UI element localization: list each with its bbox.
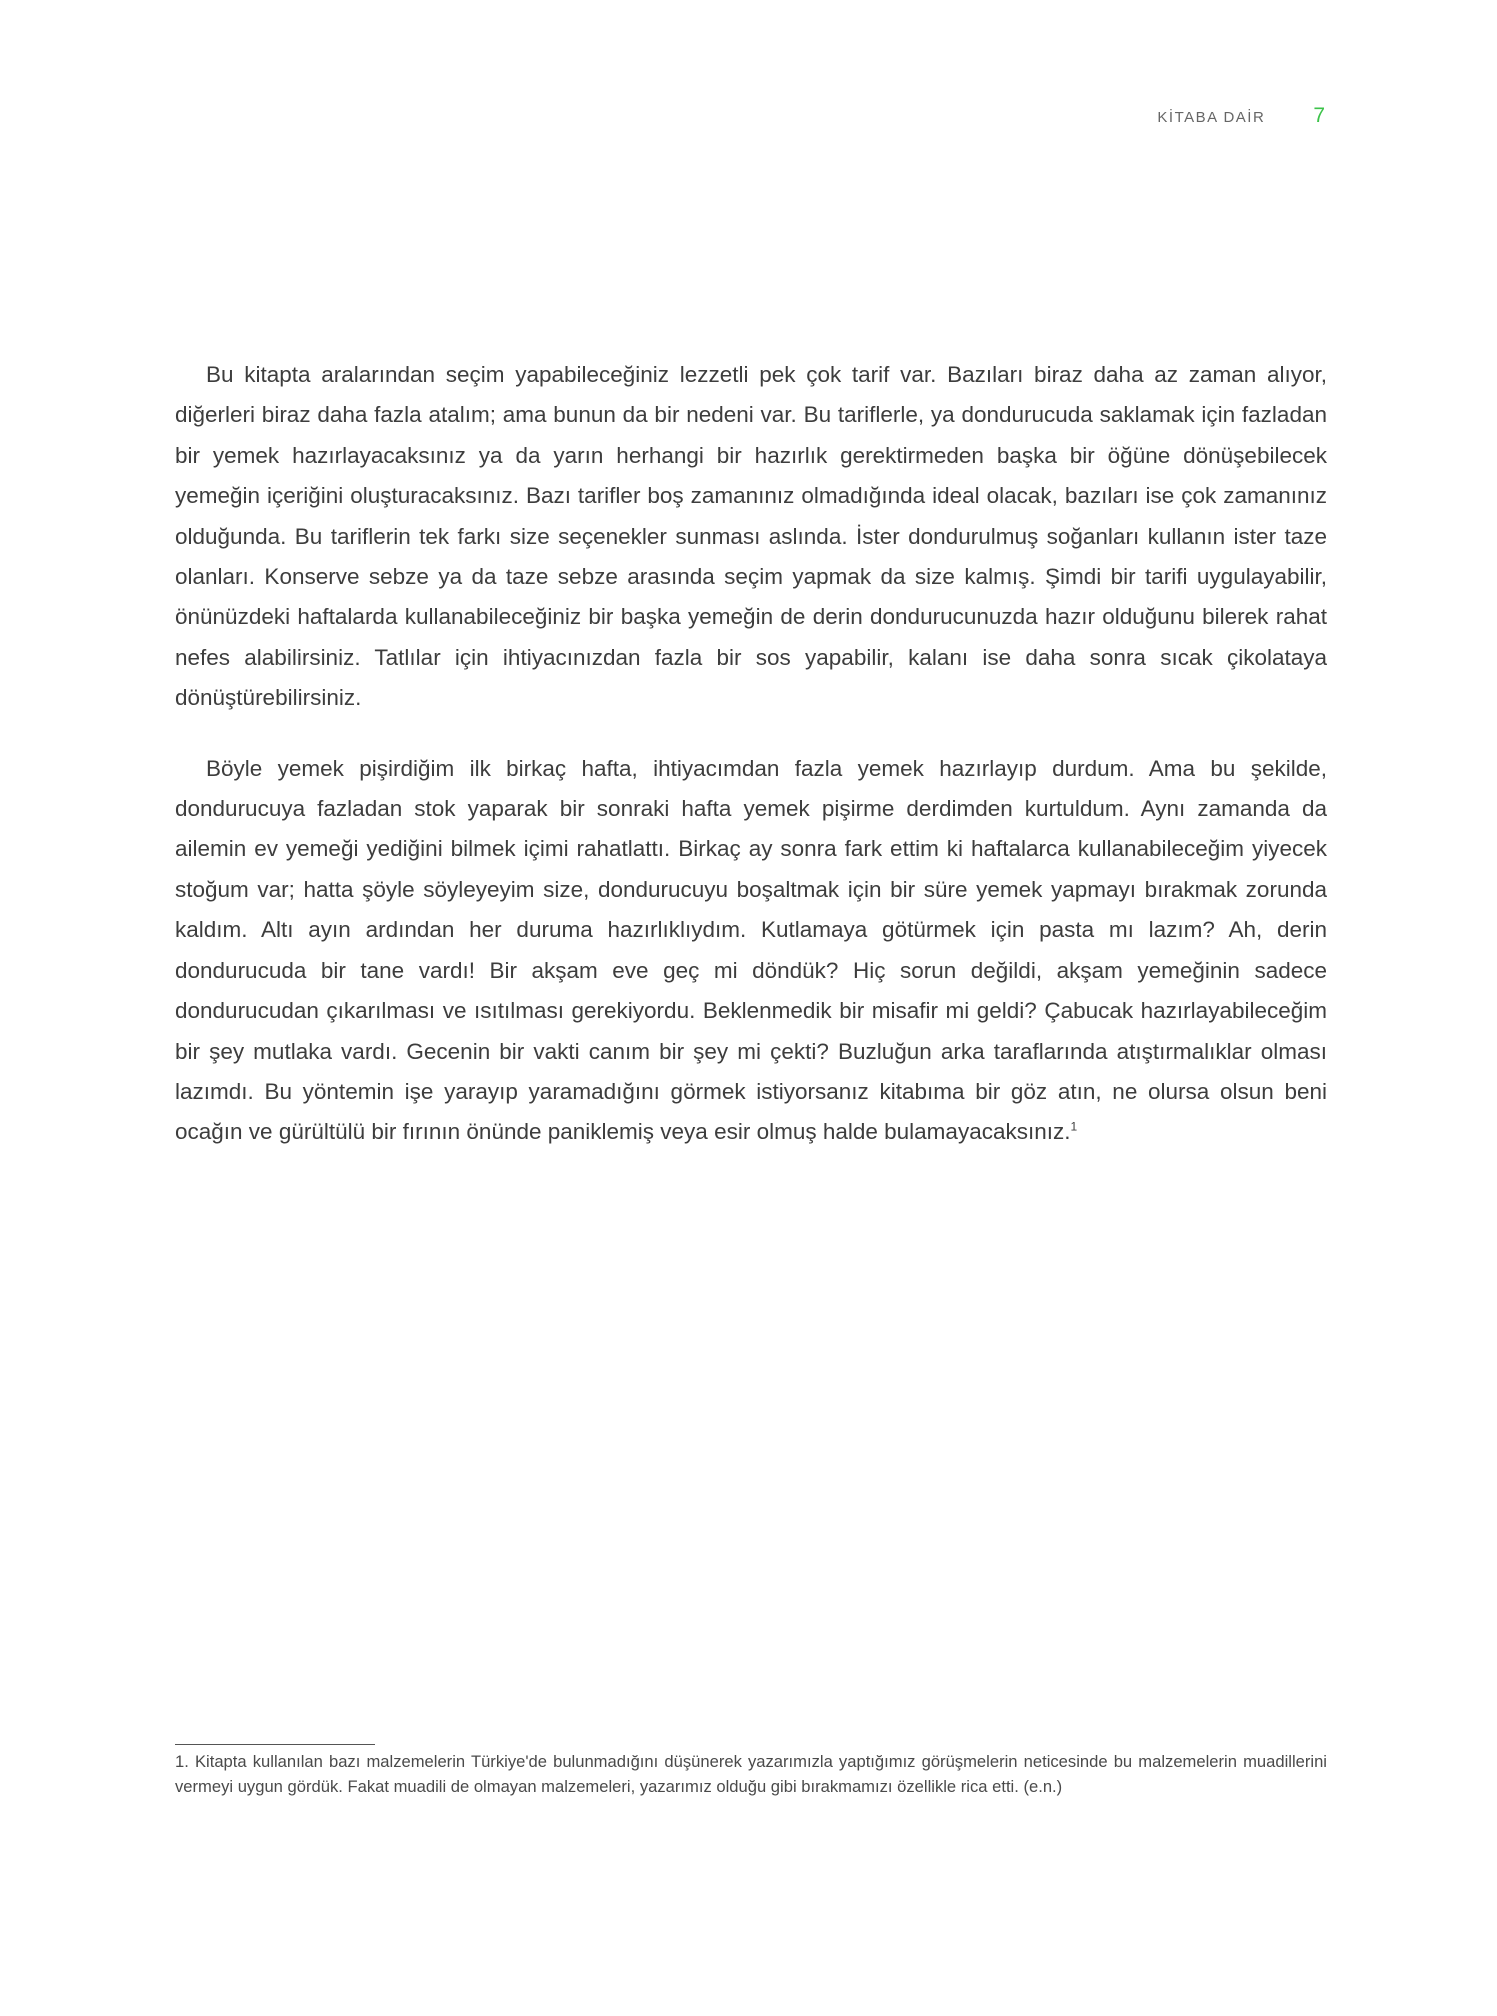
paragraph — [175, 355, 1327, 719]
footnote: 1. Kitapta kullanılan bazı malzemelerin Türkiye'de bulunmadığını düşünerek yazarımızla yaptığımız görüşmelerin neticesinde bu malzemelerin muadillerini vermeyi uygun gördük. Fakat muadili de olmayan malzemeleri, yazarımız olduğu gibi bırakmamızı özellikle rica etti. (e.n.) — [175, 1752, 1327, 1796]
paragraph-text: Bu kitapta aralarından seçim yapabileceğiniz lezzetli pek çok tarif var. Bazıları biraz daha az zaman alıyor, diğerleri biraz daha fazla atalım; ama bunun da bir nedeni var. Bu tariflerle, ya dondurucuda saklamak için fazladan bir yemek hazırlayacaksınız ya da yarın herhangi bir hazırlık gerektirmeden başka bir öğüne dönüşebilecek yemeğin içeriğini oluşturacaksınız. Bazı tarifler boş zamanınız olmadığında ideal olacak, bazıları ise çok zamanınız olduğunda. Bu tariflerin tek farkı size seçenekler sunması aslında. İster dondurulmuş soğanları kullanın ister taze olanları. Konserve sebze ya da taze sebze arasında seçim yapmak da size kalmış. Şimdi bir tarifi uygulayabilir, önünüzdeki haftalarda kullanabileceğiniz bir başka yemeğin de derin dondurucunuzda hazır olduğunu bilerek rahat nefes alabilirsiniz. Tatlılar için ihtiyacınızdan fazla bir sos yapabilir, kalanı ise daha sonra sıcak çikolataya dönüştürebilirsiniz. — [175, 362, 1327, 711]
footnote-reference[interactable]: 1 — [1070, 1119, 1078, 1134]
page-header — [1157, 104, 1325, 128]
paragraph — [175, 749, 1327, 1153]
page-number: 7 — [1313, 104, 1325, 127]
body-text — [175, 355, 1327, 1183]
paragraph-text: Böyle yemek pişirdiğim ilk birkaç hafta, ihtiyacımdan fazla yemek hazırlayıp durdum. Ama bu şekilde, dondurucuya fazladan stok yaparak bir sonraki hafta yemek pişirme derdimden kurtuldum. Aynı zamanda da ailemin ev yemeği yediğini bilmek içimi rahatlattı. Birkaç ay sonra fark ettim ki haftalarca kullanabileceğim yiyecek stoğum var; hatta şöyle söyleyeyim size, dondurucuyu boşaltmak için bir süre yemek yapmayı bırakmak zorunda kaldım. Altı ayın ardından her duruma hazırlıklıydım. Kutlamaya götürmek için pasta mı lazım? Ah, derin dondurucuda bir tane vardı! Bir akşam eve geç mi döndük? Hiç sorun değildi, akşam yemeğinin sadece dondurucudan çıkarılması ve ısıtılması gerekiyordu. Beklenmedik bir misafir mi geldi? Çabucak hazırlayabileceğim bir şey mutlaka vardı. Gecenin bir vakti canım bir şey mi çekti? Buzluğun arka taraflarında atıştırmalıklar olması lazımdı. Bu yöntemin işe yarayıp yaramadığını görmek istiyorsanız kitabıma bir göz atın, ne olursa olsun beni ocağın ve gürültülü bir fırının önünde paniklemiş veya esir olmuş halde bulamayacaksınız. — [175, 755, 1327, 1145]
footnote-divider — [175, 1744, 375, 1745]
running-head: KİTABA DAİR — [1157, 109, 1266, 126]
